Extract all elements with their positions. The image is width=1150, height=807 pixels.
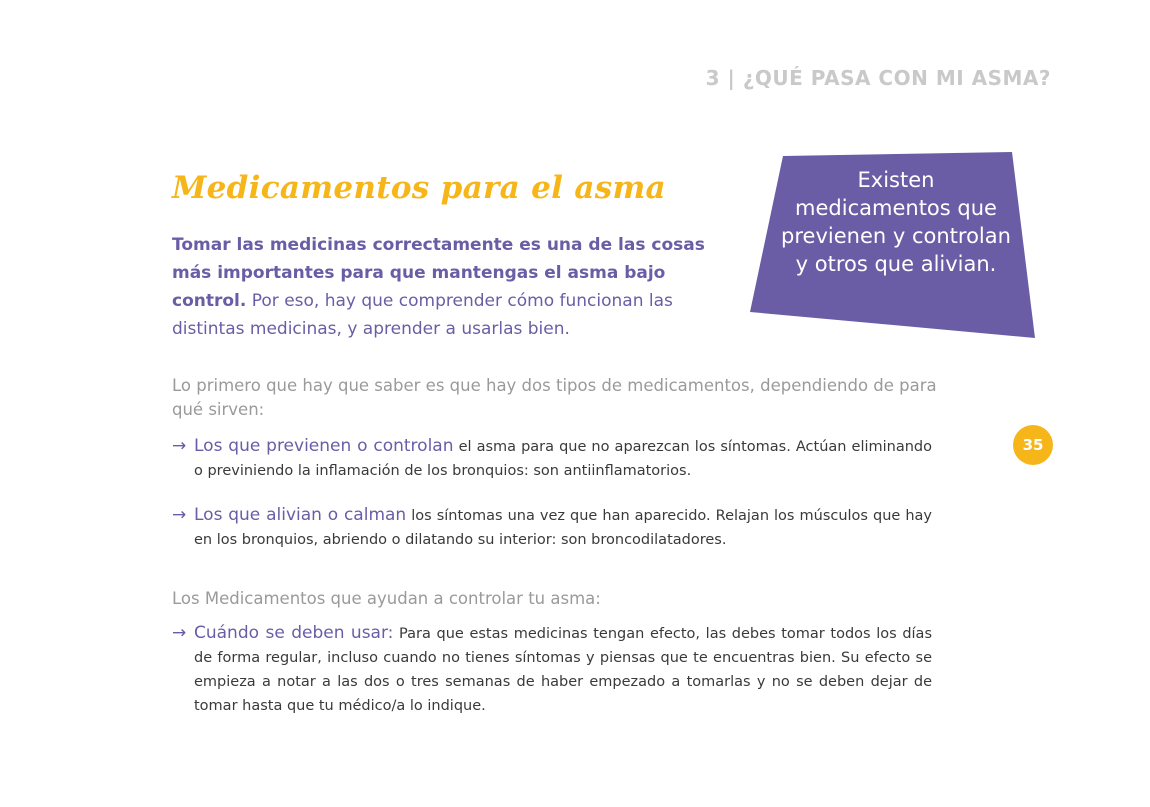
page-title: Medicamentos para el asma — [172, 170, 666, 206]
list-item-text: Para que estas medicinas tengan efecto, las debes tomar todos los días de forma regular, incluso cuando no tienes síntomas y piensas que te encuentras bien. Su efecto se empieza a notar a las dos o tres semanas de haber empezado a tomarlas y no se deben dejar de tomar hasta que tu médico/a lo indique. — [194, 626, 932, 714]
page-number-badge: 35 — [1013, 425, 1053, 465]
list-item-label: Cuándo se deben usar: — [194, 623, 394, 643]
section1-lead: Lo primero que hay que saber es que hay dos tipos de medicamentos, dependiendo de para qué sirven: — [172, 376, 937, 419]
right-arrow-icon: → — [172, 505, 187, 525]
list-item-text: los síntomas una vez que han aparecido. Relajan los músculos que hay en los bronquios, abriendo o dilatando su interior: son broncodilatadores. — [194, 508, 932, 548]
list-item-label: Los que previenen o controlan — [194, 436, 454, 456]
callout-text: Existen medicamentos que previenen y controlan y otros que alivian. — [781, 168, 1011, 276]
section2-lead: Los Medicamentos que ayudan a controlar tu asma: — [172, 589, 601, 608]
right-arrow-icon: → — [172, 436, 187, 456]
list-item-label: Los que alivian o calman — [194, 505, 407, 525]
list-item-text: el asma para que no aparezcan los síntomas. Actúan eliminando o previniendo la inflamación de los bronquios: son antiinflamatorios. — [194, 439, 932, 479]
list-item — [172, 434, 932, 483]
list-item — [172, 621, 932, 718]
intro-normal-text: Por eso, hay que comprender cómo funcionan las distintas medicinas, y aprender a usarlas bien. — [172, 291, 673, 339]
intro-strong-text: Tomar las medicinas correctamente es una de las cosas más importantes para que mantengas el asma bajo control. — [172, 235, 705, 311]
intro-paragraph — [172, 231, 742, 343]
right-arrow-icon: → — [172, 623, 187, 643]
list-item — [172, 503, 932, 552]
chapter-header: 3 | ¿QUÉ PASA CON MI ASMA? — [705, 66, 1051, 90]
